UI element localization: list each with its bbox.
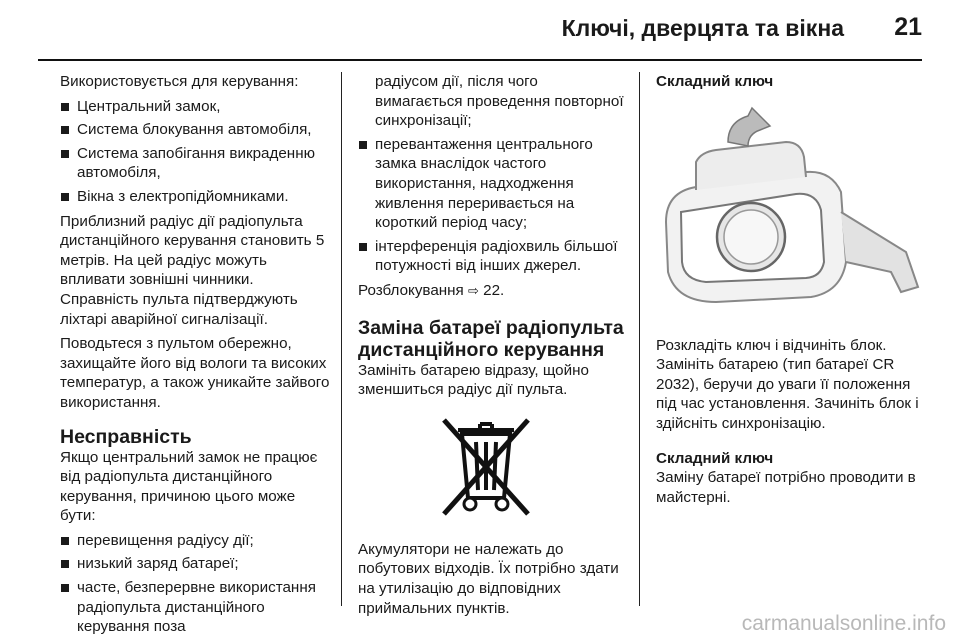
uses-list	[60, 97, 330, 207]
list-item: низький заряд батареї;	[60, 554, 330, 574]
battery-paragraph: Замініть батарею відразу, щойно зменшиться радіус дії пульта.	[358, 361, 589, 399]
header-divider	[38, 59, 922, 61]
workshop-paragraph: Заміну батареї потрібно проводити в майстерні.	[656, 469, 916, 506]
list-item: Система блокування автомобіля,	[60, 120, 330, 140]
care-paragraph: Поводьтеся з пультом обережно, захищайте його від вологи та високих температур, а також уникайте зайвого використання.	[60, 335, 330, 411]
folding-key-heading-2: Складний ключ	[656, 449, 774, 467]
list-item: інтерференція радіохвиль більшої потужності від інших джерел.	[358, 237, 624, 276]
recycle-paragraph: Акумулятори не належать до побутових відходів. Їх потрібно здати на утилізацію до відповідних приймальних пунктів.	[358, 540, 619, 617]
causes-list	[60, 531, 330, 637]
key-icon	[656, 102, 926, 322]
unlock-reference-page: 22.	[483, 281, 505, 299]
folding-key-heading: Складний ключ	[656, 73, 774, 90]
column-3	[656, 72, 926, 512]
column-divider-1	[341, 72, 342, 606]
list-item: часте, безперервне використання радіопульта дистанційного керування поза	[60, 578, 330, 637]
reference-arrow-icon: ⇨	[468, 283, 479, 299]
unlock-reference-text: Розблокування	[358, 281, 464, 299]
column-1	[60, 72, 330, 642]
page-number: 21	[894, 13, 922, 41]
folding-key-paragraph: Розкладіть ключ і відчиніть блок. Замініть батарею (тип батареї CR 2032), беручи до уваги її положення під час установлення. Зачиніть блок і здійсніть синхронізацію.	[656, 336, 919, 432]
fault-intro: Якщо центральний замок не працює від радіопульта дистанційного керування, причиною цього може бути:	[60, 448, 318, 525]
watermark: carmanualsonline.info	[741, 612, 946, 635]
column-divider-2	[639, 72, 640, 606]
column-2	[358, 72, 624, 623]
crossed-out-bin-icon	[436, 414, 536, 524]
battery-heading: Заміна батареї радіопульта дистанційного керування	[358, 316, 624, 361]
list-item: Система запобігання викраденню автомобіля,	[60, 144, 330, 183]
list-item: перевантаження центрального замка внаслідок частого використання, надходження живлення переривається на короткий період часу;	[358, 135, 624, 233]
page-header	[0, 0, 960, 62]
list-item: перевищення радіусу дії;	[60, 531, 330, 551]
list-item: Центральний замок,	[60, 97, 330, 117]
folding-key-illustration	[656, 102, 926, 322]
range-paragraph: Приблизний радіус дії радіопульта дистанційного керування становить 5 метрів. На цей радіус можуть впливати зовнішні чинники. Справність пульта підтверджують ліхтарі аварійної сигналізації.	[60, 212, 325, 328]
fault-heading: Несправність	[60, 425, 192, 448]
unlock-reference[interactable]	[358, 281, 624, 302]
causes-list-continued	[358, 72, 624, 276]
list-item: радіусом дії, після чого вимагається проведення повторної синхронізації;	[375, 73, 624, 130]
recycle-bin-figure	[436, 414, 536, 524]
uses-intro: Використовується для керування:	[60, 73, 299, 90]
page-title: Ключі, дверцята та вікна	[561, 15, 844, 41]
list-item: Вікна з електропідйомниками.	[60, 187, 330, 207]
